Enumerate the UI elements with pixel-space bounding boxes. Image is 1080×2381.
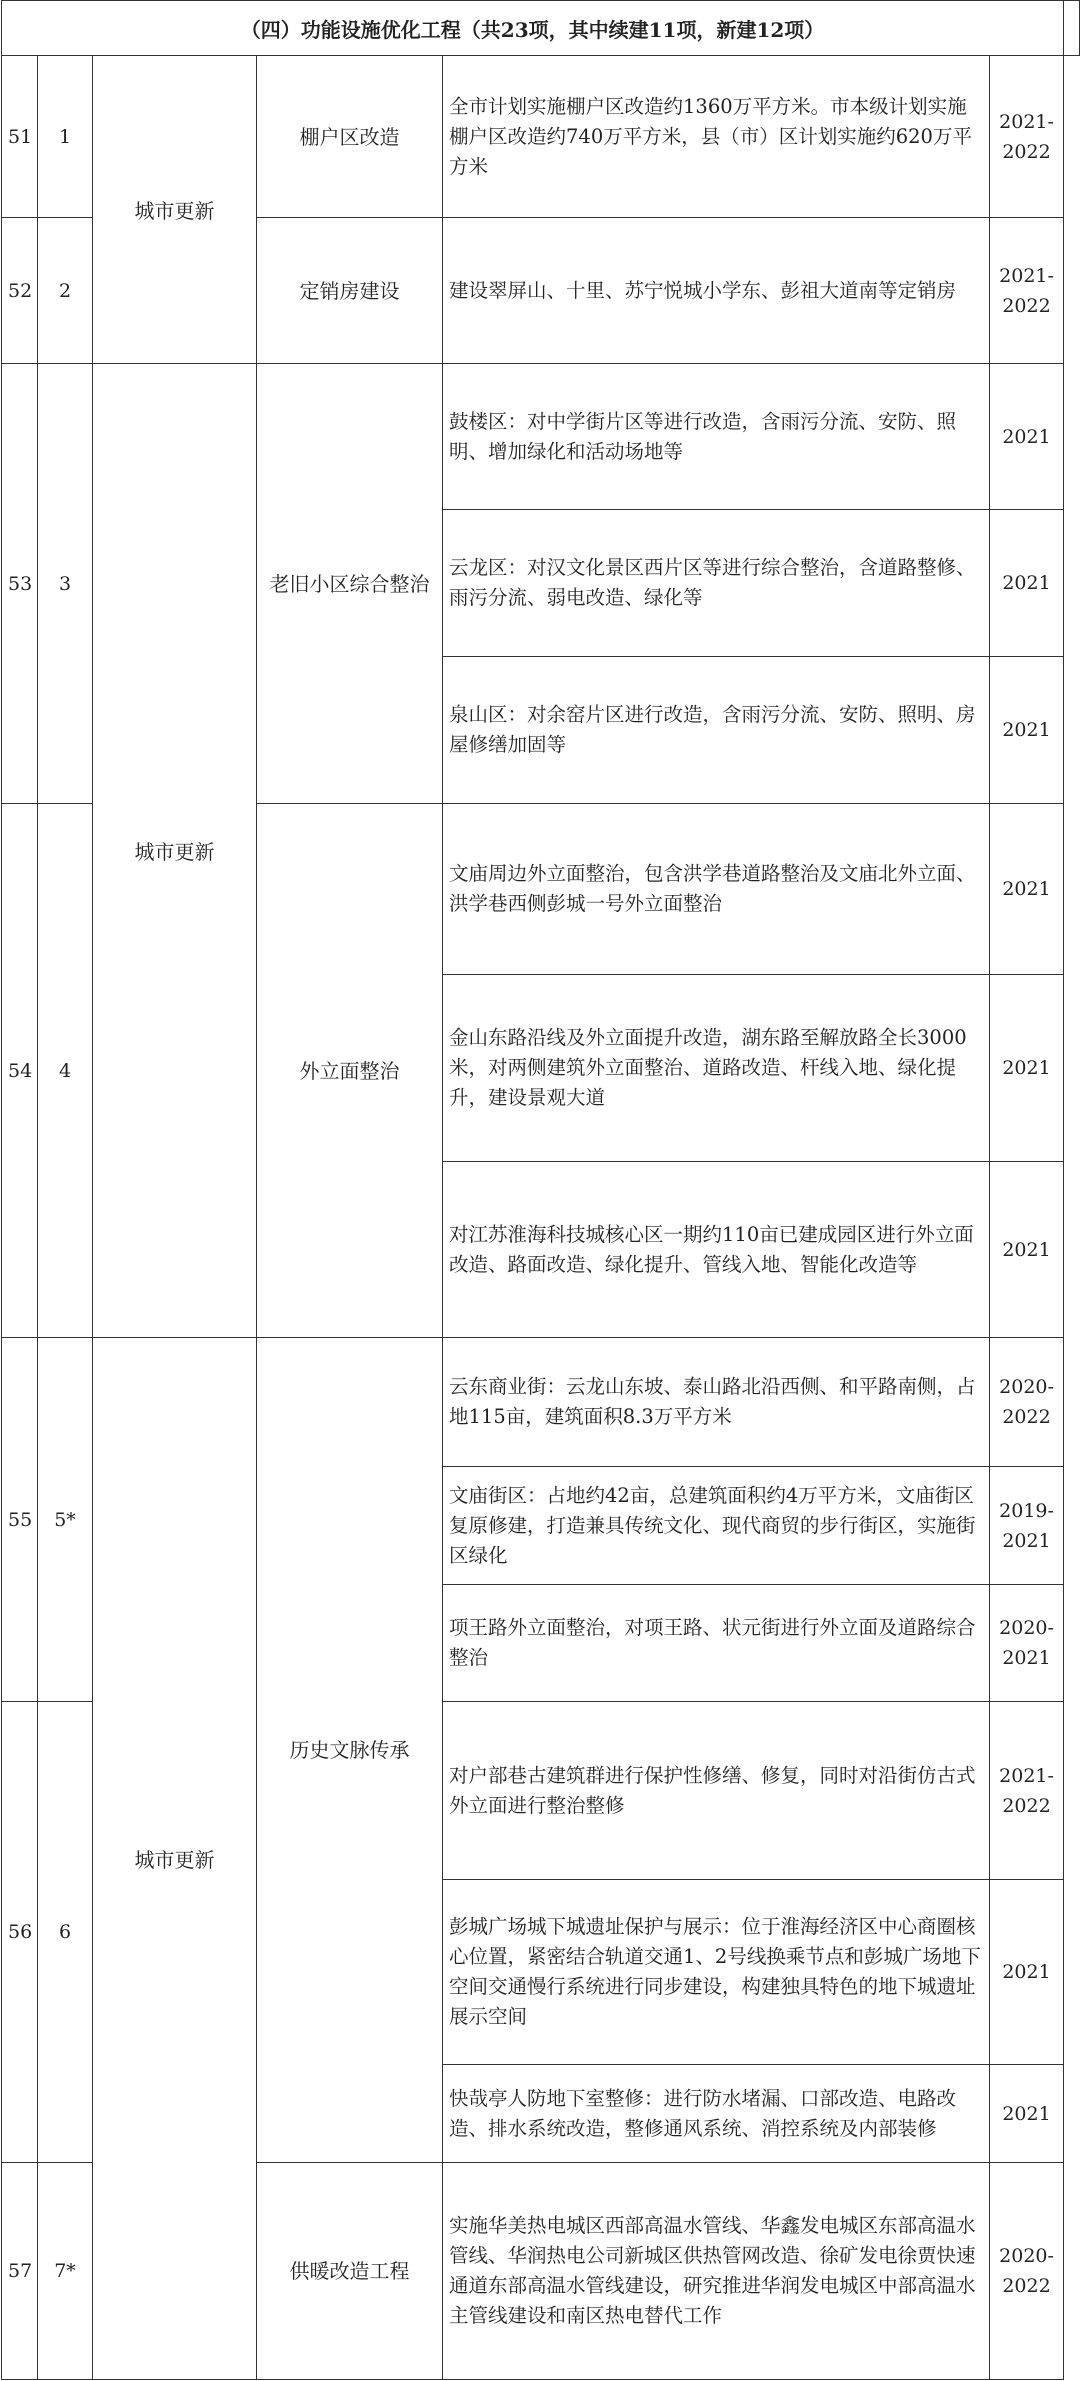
row-number: 54 <box>2 804 38 1338</box>
sub-number: 1 <box>38 56 93 218</box>
sub-number: 5* <box>38 1338 93 1702</box>
row-number: 53 <box>2 364 38 804</box>
project-description: 快哉亭人防地下室整修：进行防水堵漏、口部改造、电路改造、排水系统改造，整修通风系统、消控系统及内部装修 <box>443 2065 990 2163</box>
row-number: 57 <box>2 2163 38 2380</box>
category-cell: 城市更新 <box>93 56 257 364</box>
project-name: 定销房建设 <box>257 218 443 364</box>
project-year: 2019-2021 <box>990 1467 1064 1585</box>
project-year: 2021 <box>990 364 1064 510</box>
project-year: 2020-2022 <box>990 1338 1064 1467</box>
project-description: 文庙周边外立面整治，包含洪学巷道路整治及文庙北外立面、洪学巷西侧彭城一号外立面整治 <box>443 804 990 975</box>
sub-number: 2 <box>38 218 93 364</box>
project-description: 彭城广场城下城遗址保护与展示：位于淮海经济区中心商圈核心位置，紧密结合轨道交通1、2号线换乘节点和彭城广场地下空间交通慢行系统进行同步建设，构建独具特色的地下城遗址展示空间 <box>443 1880 990 2065</box>
project-name: 外立面整治 <box>257 804 443 1338</box>
project-year: 2021 <box>990 975 1064 1162</box>
row-number: 56 <box>2 1702 38 2163</box>
sub-number: 6 <box>38 1702 93 2163</box>
category-cell: 城市更新 <box>93 1338 257 2380</box>
row-number: 51 <box>2 56 38 218</box>
category-cell: 城市更新 <box>93 364 257 1338</box>
sub-number: 7* <box>38 2163 93 2380</box>
project-year: 2021 <box>990 804 1064 975</box>
project-description: 鼓楼区：对中学街片区等进行改造，含雨污分流、安防、照明、增加绿化和活动场地等 <box>443 364 990 510</box>
row-number: 52 <box>2 218 38 364</box>
project-description: 文庙街区：占地约42亩，总建筑面积约4万平方米，文庙街区复原修建，打造兼具传统文化、现代商贸的步行街区，实施街区绿化 <box>443 1467 990 1585</box>
project-description: 建设翠屏山、十里、苏宁悦城小学东、彭祖大道南等定销房 <box>443 218 990 364</box>
sub-number: 4 <box>38 804 93 1338</box>
project-year: 2021 <box>990 2065 1064 2163</box>
project-description: 全市计划实施棚户区改造约1360万平方米。市本级计划实施棚户区改造约740万平方米，县（市）区计划实施约620万平方米 <box>443 56 990 218</box>
project-year: 2021 <box>990 510 1064 657</box>
project-year: 2020-2021 <box>990 1585 1064 1702</box>
project-year: 2021-2022 <box>990 1702 1064 1880</box>
project-description: 对户部巷古建筑群进行保护性修缮、修复，同时对沿街仿古式外立面进行整治整修 <box>443 1702 990 1880</box>
project-year: 2021-2022 <box>990 218 1064 364</box>
project-description: 项王路外立面整治，对项王路、状元街进行外立面及道路综合整治 <box>443 1585 990 1702</box>
project-description: 实施华美热电城区西部高温水管线、华鑫发电城区东部高温水管线、华润热电公司新城区供热管网改造、徐矿发电徐贾快速通道东部高温水管线建设，研究推进华润发电城区中部高温水主管线建设和南区热电替代工作 <box>443 2163 990 2380</box>
project-description: 云龙区：对汉文化景区西片区等进行综合整治，含道路整修、雨污分流、弱电改造、绿化等 <box>443 510 990 657</box>
project-year: 2021 <box>990 657 1064 804</box>
project-description: 金山东路沿线及外立面提升改造，湖东路至解放路全长3000米，对两侧建筑外立面整治、道路改造、杆线入地、绿化提升，建设景观大道 <box>443 975 990 1162</box>
section-title: （四）功能设施优化工程（共23项，其中续建11项，新建12项） <box>2 1 1064 56</box>
sub-number: 3 <box>38 364 93 804</box>
project-name: 老旧小区综合整治 <box>257 364 443 804</box>
project-year: 2021-2022 <box>990 56 1064 218</box>
project-name: 棚户区改造 <box>257 56 443 218</box>
project-name: 历史文脉传承 <box>257 1338 443 2163</box>
project-year: 2021 <box>990 1880 1064 2065</box>
edge-cell <box>1064 1 1080 56</box>
project-year: 2020-2022 <box>990 2163 1064 2380</box>
project-description: 对江苏淮海科技城核心区一期约110亩已建成园区进行外立面改造、路面改造、绿化提升、管线入地、智能化改造等 <box>443 1162 990 1338</box>
project-description: 云东商业街：云龙山东坡、泰山路北沿西侧、和平路南侧，占地115亩，建筑面积8.3万平方米 <box>443 1338 990 1467</box>
project-description: 泉山区：对余窑片区进行改造，含雨污分流、安防、照明、房屋修缮加固等 <box>443 657 990 804</box>
row-number: 55 <box>2 1338 38 1702</box>
project-year: 2021 <box>990 1162 1064 1338</box>
project-table <box>1 0 1080 2380</box>
project-name: 供暖改造工程 <box>257 2163 443 2380</box>
